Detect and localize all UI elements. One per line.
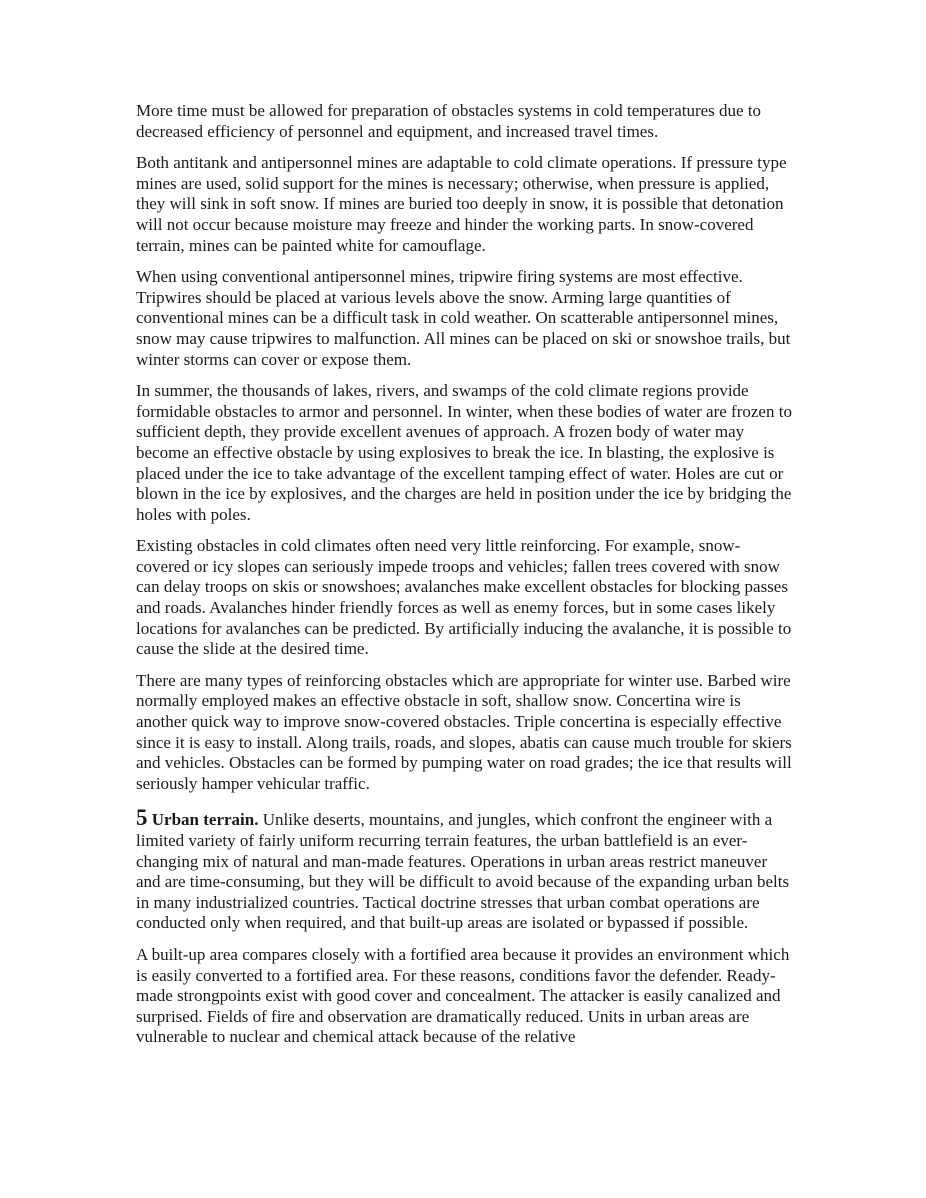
- section-number: 5: [136, 805, 148, 831]
- body-paragraph: When using conventional antipersonnel mines, tripwire firing systems are most effective. Tripwires should be placed at various levels above the snow. Arming large quantities of conventional mines can be a difficult task in cold weather. On scatterable antipersonnel mines, snow may cause tripwires to malfunction. All mines can be placed on ski or snowshoe trails, but winter storms can cover or expose them.: [136, 267, 791, 369]
- body-paragraph: A built-up area compares closely with a fortified area because it provides an environment which is easily converted to a fortified area. For these reasons, conditions favor the defender. Ready-made strongpoints exist with good cover and concealment. The attacker is easily canalized and surprised. Fields of fire and observation are dramatically reduced. Units in urban areas are vulnerable to nuclear and chemical attack because of the relative: [136, 944, 790, 1047]
- body-paragraph: In summer, the thousands of lakes, rivers, and swamps of the cold climate regions provide formidable obstacles to armor and personnel. In winter, when these bodies of water are frozen to sufficient depth, they provide excellent avenues of approach. A frozen body of water may become an effective obstacle by using explosives to break the ice. In blasting, the explosive is placed under the ice to take advantage of the excellent tamping effect of water. Holes are cut or blown in the ice by explosives, and the charges are held in position under the ice by bridging the holes with poles.: [136, 381, 792, 524]
- body-paragraph: Existing obstacles in cold climates often need very little reinforcing. For example, snow-covered or icy slopes can seriously impede troops and vehicles; fallen trees covered with snow can delay troops on skis or snowshoes; avalanches make excellent obstacles for blocking passes and roads. Avalanches hinder friendly forces as well as enemy forces, but in some cases likely locations for avalanches can be predicted. By artificially inducing the avalanche, it is possible to cause the slide at the desired time.: [136, 536, 792, 659]
- section-paragraph: [136, 805, 792, 934]
- section-text: Unlike deserts, mountains, and jungles, which confront the engineer with a limited variety of fairly uniform recurring terrain features, the urban battlefield is an ever-changing mix of natural and man-made features. Operations in urban areas restrict maneuver and are time-consuming, but they will be difficult to avoid because of the expanding urban belts in many industrialized countries. Tactical doctrine stresses that urban combat operations are conducted only when required, and that built-up areas are isolated or bypassed if possible.: [136, 810, 790, 933]
- section-heading: Urban terrain.: [151, 810, 259, 830]
- document-body: [136, 101, 792, 1059]
- body-paragraph: Both antitank and antipersonnel mines are adaptable to cold climate operations. If pressure type mines are used, solid support for the mines is necessary; otherwise, when pressure is applied, they will sink in soft snow. If mines are buried too deeply in snow, it is possible that detonation will not occur because moisture may freeze and hinder the working parts. In snow-covered terrain, mines can be painted white for camouflage.: [136, 153, 787, 255]
- body-paragraph: There are many types of reinforcing obstacles which are appropriate for winter use. Barbed wire normally employed makes an effective obstacle in soft, shallow snow. Concertina wire is another quick way to improve snow-covered obstacles. Triple concertina is especially effective since it is easy to install. Along trails, roads, and slopes, abatis can cause much trouble for skiers and vehicles. Obstacles can be formed by pumping water on road grades; the ice that results will seriously hamper vehicular traffic.: [136, 670, 792, 793]
- body-paragraph: More time must be allowed for preparation of obstacles systems in cold temperatures due to decreased efficiency of personnel and equipment, and increased travel times.: [136, 101, 762, 141]
